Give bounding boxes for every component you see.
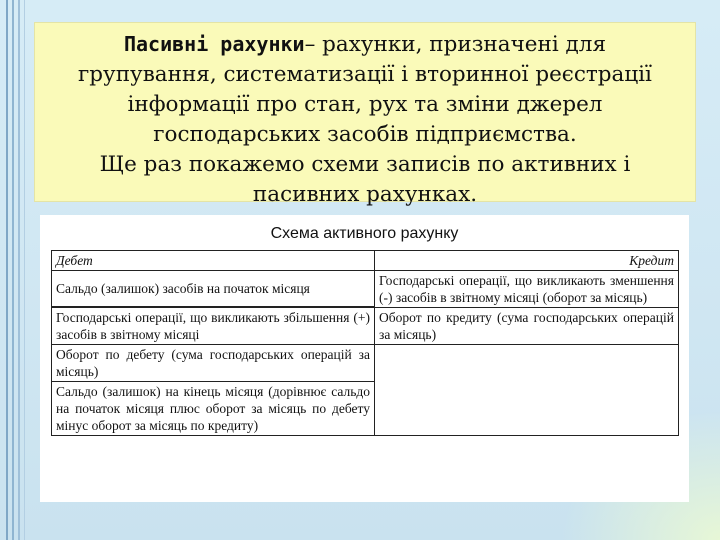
credit-turnover-cell: Оборот по кредиту (сума господарських операцій за місяць) [375, 308, 679, 345]
definition-note [34, 22, 696, 207]
table-row [52, 251, 679, 271]
note-line-1 [35, 29, 695, 60]
empty-credit-cell [375, 345, 679, 436]
stripe [12, 0, 14, 540]
t-account-table [51, 250, 679, 436]
debit-header: Дебет [52, 251, 375, 271]
stripe [24, 0, 25, 540]
note-line-4: господарських засобів підприємства. [153, 122, 577, 147]
note-line-3: інформації про стан, рух та зміни джерел [127, 92, 603, 117]
debit-turnover-cell: Оборот по дебету (сума господарських операцій за місяць) [52, 345, 375, 382]
table-row [52, 345, 679, 382]
stripe [6, 0, 8, 540]
note-line-2: групування, систематизації і вторинної реєстрації [78, 62, 652, 87]
opening-balance-cell: Сальдо (залишок) засобів на початок місяця [52, 271, 375, 307]
table-row [52, 271, 679, 307]
credit-header: Кредит [375, 251, 679, 271]
credit-operations-cell: Господарські операції, що викликають зменшення (-) засобів в звітному місяці (оборот за місяць) [375, 271, 679, 308]
note-line-6: пасивних рахунках. [252, 182, 478, 207]
note-term: Пасивні рахунки [123, 32, 305, 56]
stripe [18, 0, 20, 540]
active-account-scheme [40, 215, 689, 502]
note-dash: – [304, 32, 316, 57]
table-row [52, 308, 679, 345]
debit-operations-cell: Господарські операції, що викликають збільшення (+) засобів в звітному місяці [52, 308, 375, 345]
note-line-1-rest: рахунки, призначені для [315, 32, 607, 57]
note-line-5: Ще раз покажемо схеми записів по активних і [99, 152, 631, 177]
scheme-title: Схема активного рахунку [270, 225, 459, 242]
closing-balance-cell: Сальдо (залишок) на кінець місяця (дорівнює сальдо на початок місяця плюс оборот за місяць по дебету мінус оборот за місяць по кредиту) [52, 382, 375, 436]
decorative-stripes [0, 0, 28, 540]
